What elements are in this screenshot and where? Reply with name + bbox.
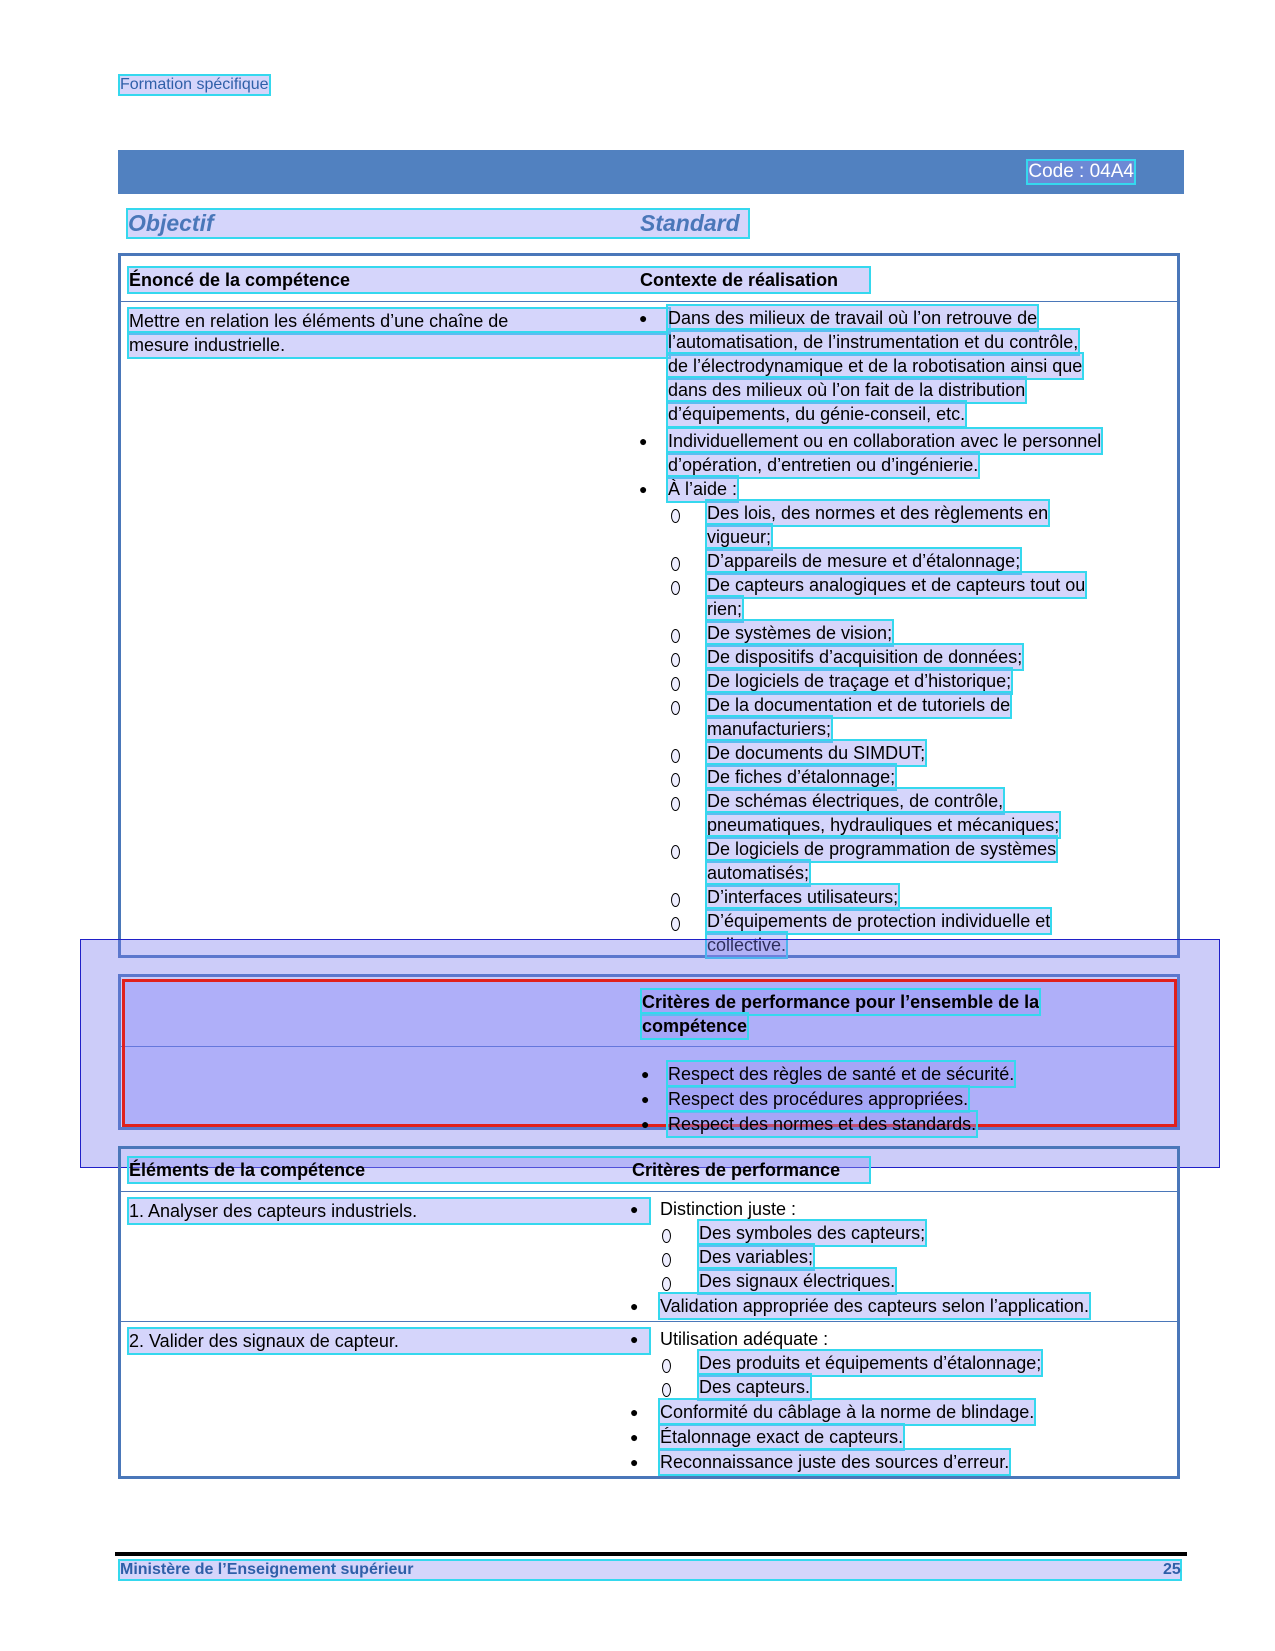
context-subitem-line: vigueur; (707, 527, 772, 547)
context-subitem: De schémas électriques, de contrôle, (707, 791, 1004, 811)
global-criteria-heading-cont: compétence (642, 1016, 748, 1036)
criterion-subitem: Des capteurs. (699, 1377, 811, 1397)
circle-bullet-icon (662, 1229, 671, 1243)
context-item: Dans des milieux de travail où l’on retrouve de (668, 308, 1038, 328)
criterion: Reconnaissance juste des sources d’erreur. (660, 1452, 1010, 1472)
objective-title: Objectif (128, 210, 748, 237)
circle-bullet-icon (671, 773, 680, 787)
criterion: Étalonnage exact de capteurs. (660, 1427, 904, 1447)
circle-bullet-icon (662, 1253, 671, 1267)
divider (121, 301, 1177, 302)
criterion: Distinction juste : (660, 1199, 797, 1219)
circle-bullet-icon (671, 893, 680, 907)
header-note: Formation spécifique (120, 76, 269, 93)
divider (121, 1321, 1177, 1322)
circle-bullet-icon (662, 1277, 671, 1291)
context-subitem: D’équipements de protection individuelle et (707, 911, 1051, 931)
context-subitem: De dispositifs d’acquisition de données; (707, 647, 1023, 667)
context-subitem: D’interfaces utilisateurs; (707, 887, 899, 907)
circle-bullet-icon (671, 797, 680, 811)
context-subitem-line: manufacturiers; (707, 719, 832, 739)
bullet-icon: ● (641, 1116, 650, 1132)
criterion-subitem: Des produits et équipements d’étalonnage; (699, 1353, 1042, 1373)
circle-bullet-icon (671, 629, 680, 643)
footer-ministry: Ministère de l’Enseignement supérieur (120, 1561, 1180, 1579)
elements-heading: Éléments de la compétence (129, 1158, 869, 1182)
bullet-icon: ● (630, 1429, 639, 1445)
criterion: Validation appropriée des capteurs selon l’application. (660, 1296, 1089, 1316)
bullet-icon: ● (630, 1298, 639, 1314)
context-subitem: De fiches d’étalonnage; (707, 767, 896, 787)
criterion-subitem: Des variables; (699, 1247, 814, 1267)
global-criteria-heading: Critères de performance pour l’ensemble de la (642, 992, 1040, 1012)
circle-bullet-icon (671, 677, 680, 691)
footer-rule (115, 1552, 1187, 1556)
context-subitem: De documents du SIMDUT; (707, 743, 926, 763)
context-subitem-line: pneumatiques, hydrauliques et mécaniques; (707, 815, 1060, 835)
criterion: Utilisation adéquate : (660, 1329, 829, 1349)
standard-title: Standard (640, 210, 740, 236)
element-2: 2. Valider des signaux de capteur. (129, 1329, 649, 1353)
context-item-line: de l’électrodynamique et de la robotisation ainsi que (668, 356, 1083, 376)
context-subitem: De logiciels de traçage et d’historique; (707, 671, 1012, 691)
criteria-heading: Critères de performance (632, 1160, 841, 1180)
bullet-icon: ● (630, 1201, 639, 1217)
context-subitem: De capteurs analogiques et de capteurs tout ou (707, 575, 1086, 595)
global-criterion: Respect des normes et des standards. (668, 1114, 977, 1134)
competency-code: Code : 04A4 (1028, 161, 1134, 182)
bullet-icon: ● (641, 1066, 650, 1082)
circle-bullet-icon (671, 917, 680, 931)
bullet-icon: ● (630, 1454, 639, 1470)
bullet-icon: ● (630, 1331, 639, 1347)
code-bar (118, 150, 1184, 194)
circle-bullet-icon (671, 581, 680, 595)
global-criterion: Respect des procédures appropriées. (668, 1089, 969, 1109)
bullet-icon: ● (639, 310, 648, 326)
context-subitem-line: collective. (707, 935, 787, 955)
criterion-subitem: Des signaux électriques. (699, 1271, 896, 1291)
competence-statement-cont: mesure industrielle. (129, 333, 669, 357)
circle-bullet-icon (662, 1359, 671, 1373)
context-heading: Contexte de réalisation (640, 270, 839, 290)
context-subitem-line: rien; (707, 599, 743, 619)
criterion: Conformité du câblage à la norme de blindage. (660, 1402, 1035, 1422)
context-subitem: D’appareils de mesure et d’étalonnage; (707, 551, 1021, 571)
competence-statement: Mettre en relation les éléments d’une chaîne de (129, 309, 669, 333)
competence-heading: Énoncé de la compétence (129, 268, 869, 292)
bullet-icon: ● (639, 481, 648, 497)
bullet-icon: ● (641, 1091, 650, 1107)
circle-bullet-icon (671, 749, 680, 763)
circle-bullet-icon (671, 557, 680, 571)
context-subitem: De la documentation et de tutoriels de (707, 695, 1011, 715)
circle-bullet-icon (671, 653, 680, 667)
circle-bullet-icon (671, 701, 680, 715)
circle-bullet-icon (671, 509, 680, 523)
context-item-line: d’équipements, du génie-conseil, etc. (668, 404, 966, 424)
circle-bullet-icon (662, 1383, 671, 1397)
context-subitem: De systèmes de vision; (707, 623, 893, 643)
context-subitem-line: automatisés; (707, 863, 810, 883)
context-item-line: l’automatisation, de l’instrumentation et du contrôle, (668, 332, 1079, 352)
context-item-line: d’opération, d’entretien ou d’ingénierie. (668, 455, 979, 475)
element-1: 1. Analyser des capteurs industriels. (129, 1199, 649, 1223)
global-criterion: Respect des règles de santé et de sécurité. (668, 1064, 1015, 1084)
bullet-icon: ● (639, 433, 648, 449)
context-item-line: dans des milieux où l’on fait de la distribution (668, 380, 1026, 400)
criterion-subitem: Des symboles des capteurs; (699, 1223, 926, 1243)
bullet-icon: ● (630, 1404, 639, 1420)
context-subitem: Des lois, des normes et des règlements en (707, 503, 1049, 523)
circle-bullet-icon (671, 845, 680, 859)
context-item: À l’aide : (668, 479, 738, 499)
context-subitem: De logiciels de programmation de systèmes (707, 839, 1057, 859)
page-number: 25 (1163, 1561, 1181, 1578)
divider (121, 1191, 1177, 1192)
context-item: Individuellement ou en collaboration avec le personnel (668, 431, 1102, 451)
